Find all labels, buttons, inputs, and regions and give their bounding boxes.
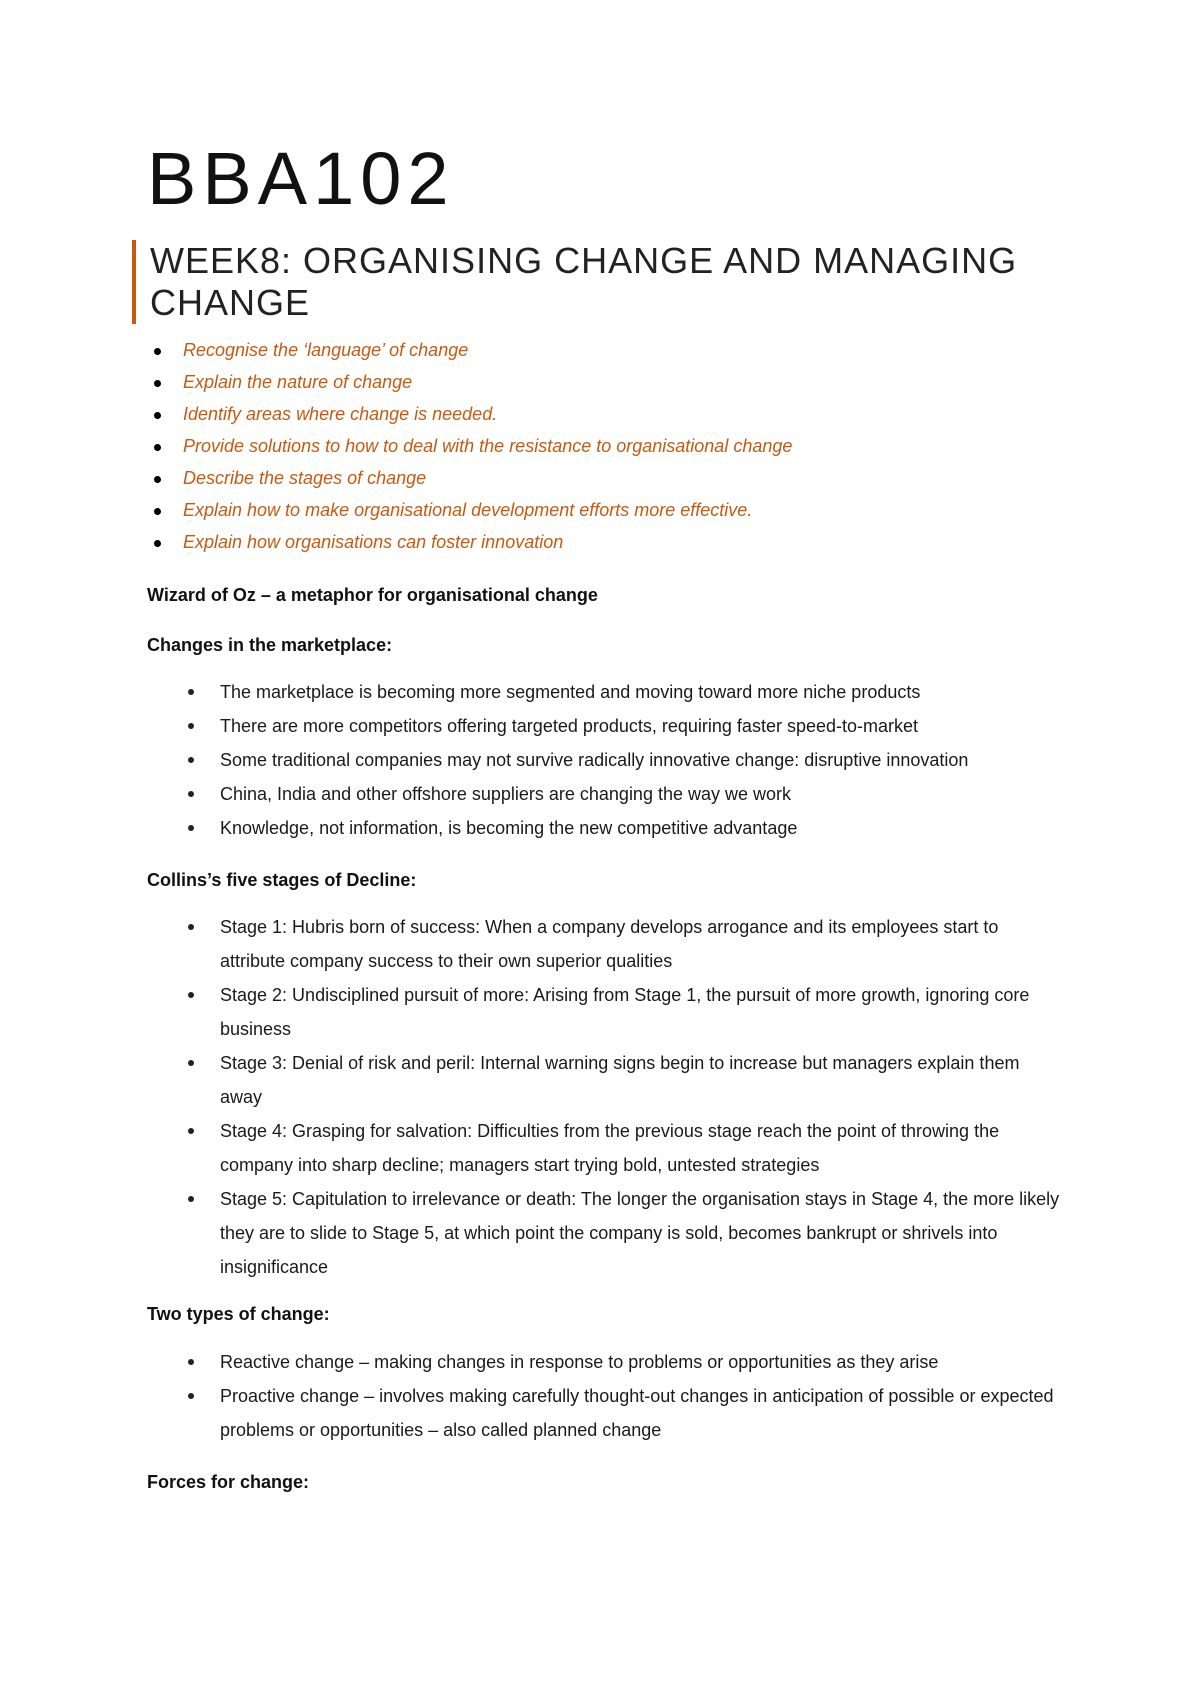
subtitle-block	[132, 240, 1100, 324]
list-item: Stage 3: Denial of risk and peril: Internal warning signs begin to increase but managers explain them away	[186, 1046, 1066, 1114]
learning-objectives-list	[153, 334, 1053, 558]
objective-item: Recognise the ‘language’ of change	[153, 334, 1053, 366]
objective-item: Identify areas where change is needed.	[153, 398, 1053, 430]
list-item: Some traditional companies may not survive radically innovative change: disruptive innovation	[186, 743, 1066, 777]
list-item: There are more competitors offering targeted products, requiring faster speed-to-market	[186, 709, 1066, 743]
collins-list	[186, 910, 1066, 1284]
list-item: Stage 1: Hubris born of success: When a company develops arrogance and its employees start to attribute company success to their own superior qualities	[186, 910, 1066, 978]
marketplace-heading: Changes in the marketplace:	[147, 635, 393, 655]
list-item: The marketplace is becoming more segmented and moving toward more niche products	[186, 675, 1066, 709]
objective-item: Explain how to make organisational development efforts more effective.	[153, 494, 1053, 526]
list-item: Stage 4: Grasping for salvation: Difficulties from the previous stage reach the point of throwing the company into sharp decline; managers start trying bold, untested strategies	[186, 1114, 1066, 1182]
two-types-list	[186, 1345, 1066, 1447]
objective-item: Describe the stages of change	[153, 462, 1053, 494]
list-item: Reactive change – making changes in response to problems or opportunities as they arise	[186, 1345, 1066, 1379]
list-item: Stage 5: Capitulation to irrelevance or death: The longer the organisation stays in Stage 4, the more likely they are to slide to Stage 5, at which point the company is sold, becomes bankrupt or shrivels into insignificance	[186, 1182, 1066, 1284]
document-title: BBA102	[147, 137, 455, 220]
objective-item: Provide solutions to how to deal with the resistance to organisational change	[153, 430, 1053, 462]
list-item: Stage 2: Undisciplined pursuit of more: Arising from Stage 1, the pursuit of more growth, ignoring core business	[186, 978, 1066, 1046]
document-subtitle: WEEK8: ORGANISING CHANGE AND MANAGING CHANGE	[150, 240, 1018, 323]
wizard-heading: Wizard of Oz – a metaphor for organisational change	[147, 585, 598, 605]
list-item: Knowledge, not information, is becoming the new competitive advantage	[186, 811, 1066, 845]
objective-item: Explain the nature of change	[153, 366, 1053, 398]
objective-item: Explain how organisations can foster innovation	[153, 526, 1053, 558]
list-item: Proactive change – involves making carefully thought-out changes in anticipation of possible or expected problems or opportunities – also called planned change	[186, 1379, 1066, 1447]
list-item: China, India and other offshore suppliers are changing the way we work	[186, 777, 1066, 811]
two-types-heading: Two types of change:	[147, 1304, 330, 1324]
forces-heading: Forces for change:	[147, 1472, 310, 1492]
marketplace-list	[186, 675, 1066, 845]
collins-heading: Collins’s five stages of Decline:	[147, 870, 417, 890]
